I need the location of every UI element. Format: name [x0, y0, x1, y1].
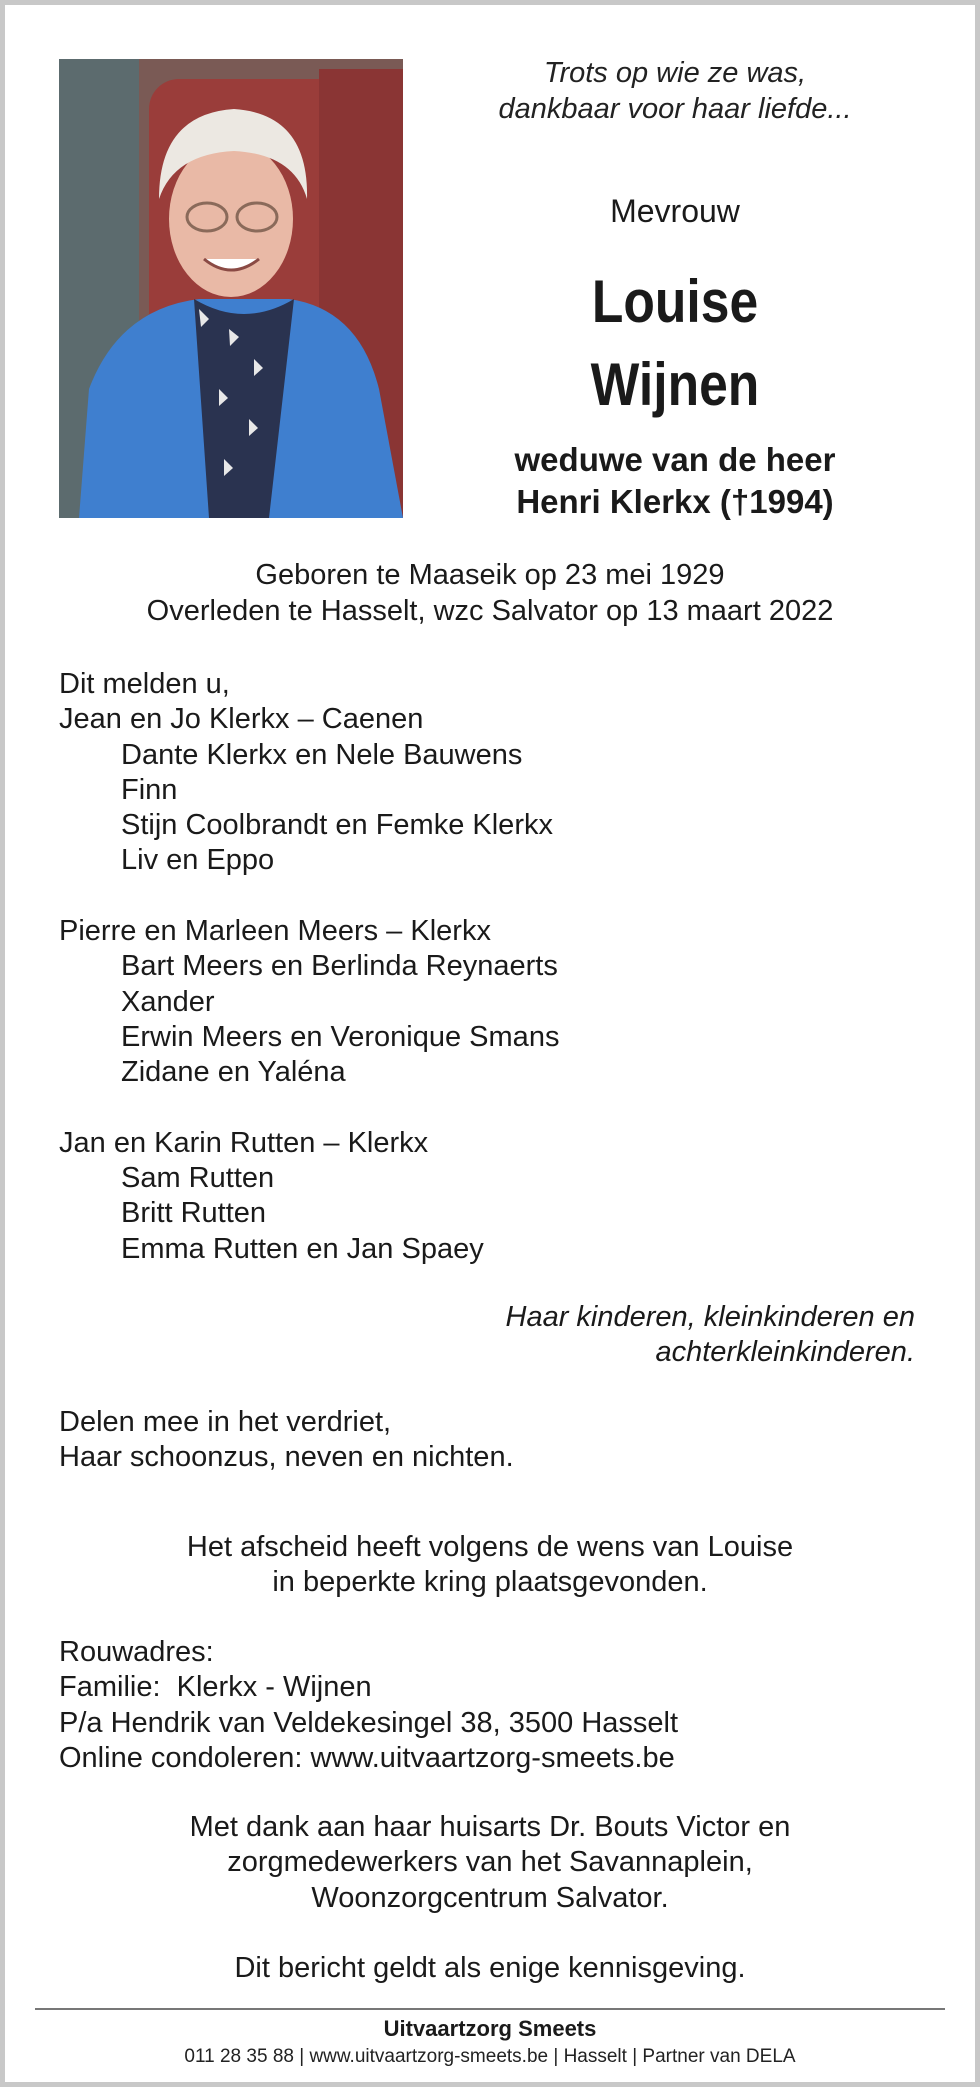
- announce-intro: Dit melden u,: [59, 668, 230, 700]
- quote-line: dankbaar voor haar liefde...: [498, 93, 852, 125]
- footer-divider: [35, 2008, 945, 2010]
- family-member: Liv en Eppo: [121, 844, 275, 877]
- deceased-name: [469, 260, 882, 426]
- address-label: Rouwadres:: [59, 1636, 214, 1668]
- family-member: Emma Rutten en Jan Spaey: [121, 1232, 484, 1265]
- salutation: Mevrouw: [610, 193, 740, 229]
- spouse-line: Henri Klerkx (†1994): [516, 483, 834, 520]
- family-member: Britt Rutten: [121, 1197, 267, 1230]
- quote-line: Trots op wie ze was,: [543, 57, 807, 89]
- sharing-line: Haar schoonzus, neven en nichten.: [59, 1441, 514, 1474]
- thanks-block: [5, 1810, 975, 1916]
- address-street: P/a Hendrik van Veldekesingel 38, 3500 Hasselt: [59, 1706, 679, 1739]
- first-name: Louise: [591, 268, 759, 335]
- family-member: Erwin Meers en Veronique Smans: [121, 1020, 560, 1053]
- sharing-line: Delen mee in het verdriet,: [59, 1406, 392, 1438]
- farewell-block: [5, 1530, 975, 1601]
- thanks-line: zorgmedewerkers van het Savannaplein,: [227, 1846, 753, 1879]
- farewell-line: in beperkte kring plaatsgevonden.: [272, 1566, 708, 1599]
- spouse-line: weduwe van de heer: [514, 441, 836, 478]
- family-announcement: [59, 667, 559, 1267]
- spouse-info: [435, 439, 915, 523]
- family-member: Zidane en Yaléna: [121, 1056, 346, 1089]
- death-line: Overleden te Hasselt, wzc Salvator op 13 maart 2022: [146, 595, 834, 627]
- mourning-address: [59, 1635, 678, 1776]
- family-head: Pierre en Marleen Meers – Klerkx: [59, 915, 491, 948]
- portrait-photo: [59, 59, 403, 518]
- family-member: Dante Klerkx en Nele Bauwens: [121, 738, 523, 771]
- birth-line: Geboren te Maaseik op 23 mei 1929: [255, 559, 725, 591]
- thanks-line: Woonzorgcentrum Salvator.: [311, 1881, 669, 1914]
- family-member: Finn: [121, 773, 178, 806]
- portrait-illustration: [59, 59, 403, 518]
- family-member: Sam Rutten: [121, 1162, 275, 1195]
- condolence-link[interactable]: Online condoleren: www.uitvaartzorg-smeets.be: [59, 1741, 675, 1774]
- family-member: Stijn Coolbrandt en Femke Klerkx: [121, 809, 553, 842]
- signature-line: achterkleinkinderen.: [655, 1336, 915, 1369]
- address-family: Familie: Klerkx - Wijnen: [59, 1671, 372, 1704]
- opening-quote: [435, 55, 915, 127]
- last-name: Wijnen: [590, 351, 760, 418]
- notice-line: Dit bericht geldt als enige kennisgeving.: [234, 1952, 746, 1984]
- family-member: Xander: [121, 985, 215, 1018]
- funeral-home-name: Uitvaartzorg Smeets: [383, 2016, 597, 2041]
- life-dates: [5, 557, 975, 629]
- family-signature: [506, 1300, 915, 1371]
- sharing-block: [59, 1405, 514, 1476]
- family-head: Jean en Jo Klerkx – Caenen: [59, 703, 424, 736]
- thanks-line: Met dank aan haar huisarts Dr. Bouts Victor en: [189, 1811, 791, 1843]
- family-head: Jan en Karin Rutten – Klerkx: [59, 1126, 429, 1159]
- farewell-line: Het afscheid heeft volgens de wens van Louise: [186, 1531, 794, 1563]
- family-member: Bart Meers en Berlinda Reynaerts: [121, 950, 558, 983]
- signature-line: Haar kinderen, kleinkinderen en: [505, 1301, 915, 1333]
- funeral-home-contact: 011 28 35 88 | www.uitvaartzorg-smeets.be | Hasselt | Partner van DELA: [184, 2046, 796, 2067]
